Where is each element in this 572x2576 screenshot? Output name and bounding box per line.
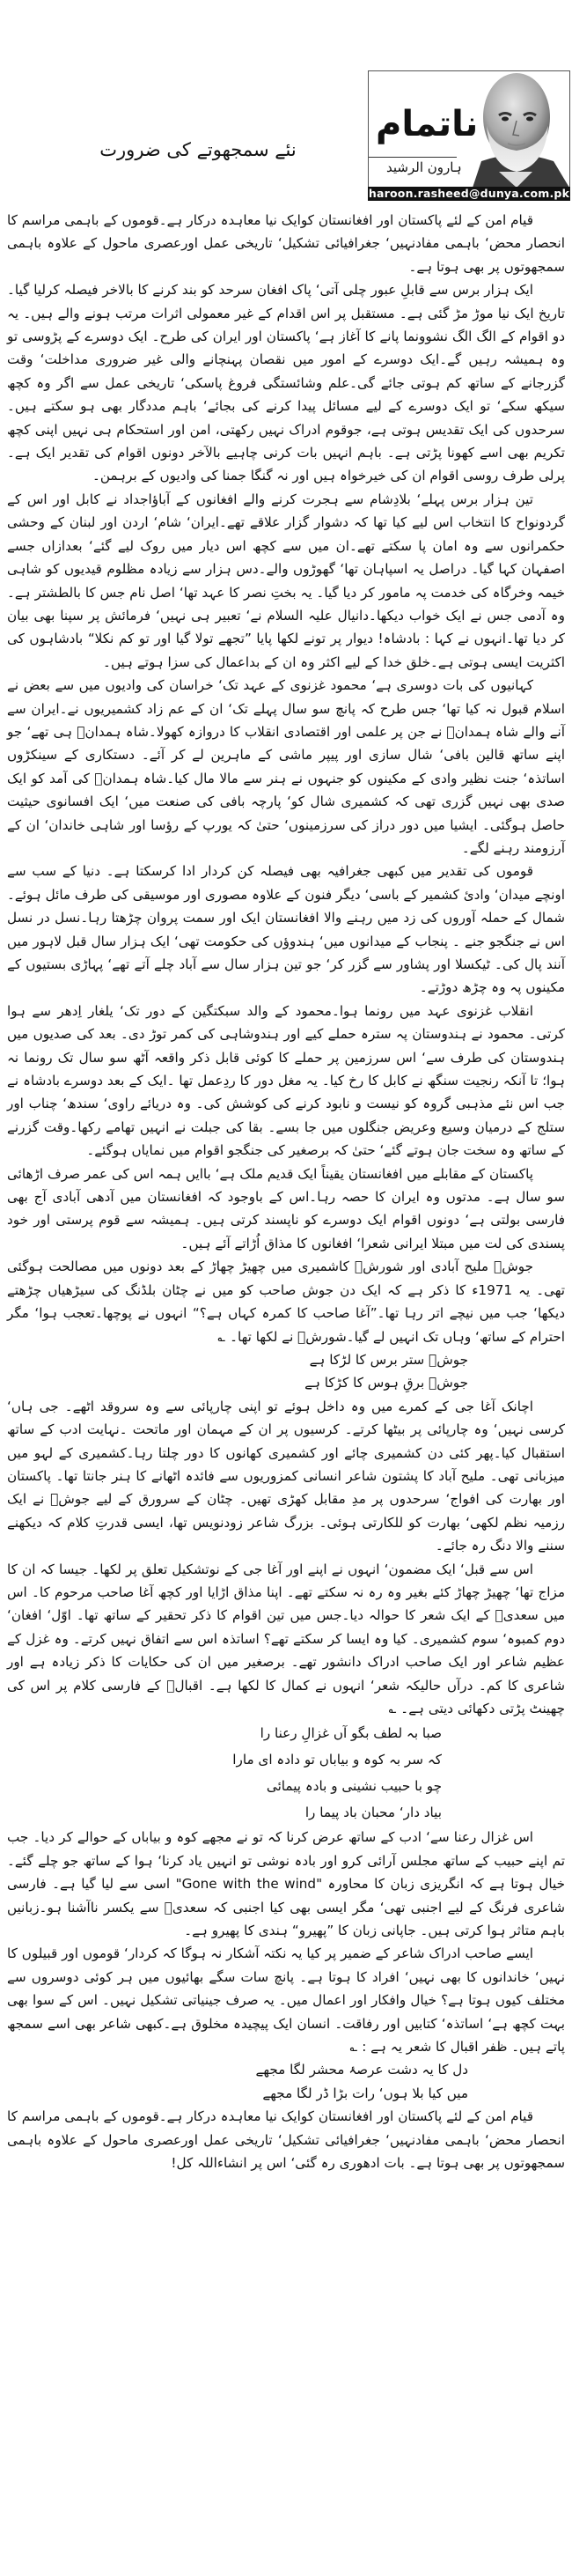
- verse-line: صبا بہ لطف بگو آں غزالِ رعنا را: [260, 1725, 442, 1742]
- divider: [369, 157, 457, 158]
- verse-line: بیاد دار‘ محبان باد پیما را: [304, 1805, 442, 1821]
- author-email[interactable]: haroon.rasheed@dunya.com.pk: [368, 187, 570, 200]
- paragraph: قوموں کی تقدیر میں کبھی جغرافیہ بھی فیصلہ کن کردار ادا کرسکتا ہے۔ دنیا کے سب سے اونچے میدان‘ وادیٔ کشمیر کے باسی‘ دیگر فنون کے علاوہ مصوری اور موسیقی کی طرف مائل ہوئے۔شمال کے حملہ آوروں کی زد میں رہنے والا افغانستان ایک اور سمت پروان چڑھتا رہا۔نسل در نسل اس نے جنگجو جنے ۔ پنجاب کے میدانوں میں‘ ہندوؤں کی حکومت تھی‘ ایک ہزار سال قبل لاہور میں آنند پال کی۔ ٹیکسلا اور پشاور سے گزر کر‘ جو تین ہزار سال سے آباد چلے آتے تھے‘ پہاڑی بستیوں کے مکینوں پہ وہ چڑھ دوڑتے۔: [7, 863, 565, 996]
- paragraph: جوشؔ ملیح آبادی اور شورشؔ کاشمیری میں چھیڑ چھاڑ کے بعد دونوں میں مصالحت ہوگئی تھی۔ یہ 1971ء کا ذکر ہے کہ ایک دن جوش صاحب کو میں نے چٹان بلڈنگ کی سیڑھیاں چڑھتے دیکھا‘ جب میں نیچے اتر رہا تھا۔”آغا صاحب کا کمرہ کہاں ہے؟“ انہوں نے پوچھا۔تعجب ہوا‘ مگر احترام کے ساتھ‘ وہاں تک انہیں لے گیا۔شورشؔ نے لکھا تھا۔ ؎: [7, 1258, 565, 1345]
- paragraph: اس غزال رعنا سے‘ ادب کے ساتھ عرض کرنا کہ تو نے مجھے کوہ و بیاباں کے حوالے کر دیا۔ جب تم اپنے حبیب کے ساتھ مجلس آرائی کرو اور بادہ نوشی تو انہیں یاد کرنا‘ ہوا کے ساتھ جو چلے گئے۔ خیال ہوتا ہے کہ انگریزی زبان کا محاورہ "Gone with the wind" اسی سے لیا گیا ہے۔ فارسی شاعری فرنگ کے لیے اجنبی تھی‘ مگر ایسی بھی کیا اجنبی کہ سعدیؔ سے یکسر ناآشنا ہو۔زبانیں باہم متاثر ہوا کرتی ہیں۔ جاپانی زبان کا ”پھیرو“ ہندی کا پھیرو ہے۔: [7, 1829, 565, 1939]
- closing-paragraph: قیام امن کے لئے پاکستان اور افغانستان کوایک نیا معاہدہ درکار ہے۔قوموں کے باہمی مراسم کا انحصار محض‘ باہمی مفادنہیں‘ جغرافیائی تشکیل‘ تاریخی عمل اورعصری ماحول کے علاوہ باہمی سمجھوتوں پر بھی ہوتا ہے۔ بات ادھوری رہ گئی‘ اس پر انشاءاللہ کل!: [7, 2108, 565, 2172]
- column-logo: ناتمام: [376, 104, 479, 144]
- verse-line: میں کیا بلا ہوں‘ رات بڑا ڈر لگا مجھے: [262, 2085, 468, 2101]
- paragraph: قیام امن کے لئے پاکستان اور افغانستان کوایک نیا معاہدہ درکار ہے۔قوموں کے باہمی مراسم کا انحصار محض‘ باہمی مفادنہیں‘ جغرافیائی تشکیل‘ تاریخی عمل اورعصری ماحول کے علاوہ باہمی سمجھوتوں پر بھی ہوتا ہے۔: [7, 212, 565, 275]
- verse-line: چو با حبیب نشینی و بادہ پیمائی: [266, 1778, 442, 1795]
- verse-line: جوشؔ ستر برس کا لڑکا ہے: [309, 1351, 468, 1368]
- paragraph: انقلاب غزنوی عہد میں رونما ہوا۔محمود کے والد سبکتگین کے دور تک‘ یلغار اِدھر سے ہوا کرتی۔ محمود نے ہندوستان پہ سترہ حملے کیے اور ہندوشاہی کی کمر توڑ دی۔ بعد کی صدیوں میں ہندوستان کی طرف سے‘ اس سرزمین پر حملے کا کوئی قابل ذکر واقعہ آٹھ سو سال تک رونما نہ ہوا؛ تا آنکہ رنجیت سنگھ نے کابل کا رخ کیا۔ یہ مغل دور کا ردِعمل تھا ۔ایک کے بعد دوسرے بادشاہ نے جب اس نئے مذہبی گروہ کو نیست و نابود کرنے کی کوشش کی۔ وہ دریائے راوی‘ سندھ‘ چناب اور ستلج کے درمیان وسیع وعریض جنگلوں میں جا بسے۔ بقا کی جبلت نے انہیں تھامے رکھا۔وقت گزرنے کے ساتھ وہ سخت جان ہوتے گئے‘ حتیٰ کہ برصغیر کی جنگجو اقوام میں نمایاں ہوگئے۔: [7, 1002, 565, 1159]
- paragraph: اس سے قبل‘ ایک مضمون‘ انہوں نے اپنے اور آغا جی کے نوتشکیل تعلق پر لکھا۔ جیسا کہ ان کا مزاج تھا‘ چھیڑ چھاڑ کئے بغیر وہ رہ نہ سکتے تھے۔ اپنا مذاق اڑایا اور کچھ آغا صاحب مرحوم کا۔ اس میں سعدیؔ کے ایک شعر کا حوالہ دیا۔جس میں تین اقوام کا ذکر تحقیر کے ساتھ تھا۔ اوّل‘ افغان‘ دوم کمبوہ‘ سوم کشمیری۔ کیا وہ ایسا کر سکتے تھے؟ اساتذہ اس سے اتفاق نہیں کرتے۔ وہ غزل کے عظیم شاعر اور ایک صاحب ادراک دانشور تھے۔ برصغیر میں ان کی حکایات کا ذکر زیادہ ہے اور شاعری کا کم۔ درآں حالیکہ شعر‘ انہوں نے کمال کا لکھا ہے۔ اقبالؔ کے فارسی کلام پر اس کی چھینٹ پڑتی دکھائی دیتی ہے۔ ؎: [7, 1561, 565, 1716]
- verse-line: دل کا یہ دشت عرصۂ محشر لگا مجھے: [255, 2062, 468, 2078]
- article-body: [7, 209, 565, 2175]
- paragraph: تین ہزار برس پہلے‘ بلادِشام سے ہجرت کرنے والے افغانوں کے آباؤاجداد نے کابل اور اس کے گردونواح کا انتخاب اس لیے کیا تھا کہ دشوار گزار علاقے تھے۔ایران‘ شام‘ اردن اور لبنان کے وحشی حکمرانوں سے وہ امان پا سکتے تھے۔ان میں سے کچھ اس دیار میں روک لیے گئے‘ بعدازاں جسے اصفہان کہا گیا۔ دراصل یہ اسپاہان تھا‘ گھوڑوں والے۔دس ہزار سے زیادہ مظلوم قیدیوں کو شاہی خیمہ وخرگاہ کی خدمت پہ مامور کر دیا گیا۔ یہ بختِ نصر کا عہد تھا‘ اصل نام جس کا بالطشتر ہے۔وہ آدمی جس نے ایک خواب دیکھا۔دانیال علیہ السلام نے‘ تعبیر ہی نہیں‘ فرمائش پر سپنا بھی بیان کر دیا تھا۔انہوں نے کہا : بادشاہ! دیوار پر تونے لکھا پایا ”تجھے تولا گیا اور تو کم نکلا“ بادشاہوں کی اکثریت ایسی ہوتی ہے۔خلق خدا کے لیے اکثر وہ ان کے بداعمال کی سزا ہوتے ہیں۔: [7, 491, 565, 670]
- column-header: [368, 70, 570, 188]
- paragraph: پاکستان کے مقابلے میں افغانستان یقیناً ایک قدیم ملک ہے‘ باایں ہمہ اس کی عمر صرف اڑھائی سو سال ہے۔ مدتوں وہ ایران کا حصہ رہا۔اس کے باوجود کہ افغانستان میں آدھی آبادی آج بھی فارسی بولتی ہے‘ دونوں اقوام ایک دوسرے کو ناپسند کرتی ہیں۔ ہمیشہ سے قوم پرستی اور خود پسندی کی لت میں مبتلا ایرانی شعرا‘ افغانوں کا مذاق اُڑاتے آئے ہیں۔: [7, 1165, 565, 1251]
- paragraph: اچانک آغا جی کے کمرے میں وہ داخل ہوئے تو اپنی چارپائی سے وہ سروقد اٹھے۔ جی ہاں‘ کرسی نہیں‘ وہ چارپائی پر بیٹھا کرتے۔ کرسیوں پر ان کے مہمان اور ماتحت ۔نہایت ادب کے ساتھ استقبال کیا۔پھر کئی دن کشمیری چائے اور کشمیری کھانوں کا دور چلتا رہا۔کشمیری کے لہو میں میزبانی تھی۔ ملیح آباد کا پشتون شاعر انسانی کمزوریوں سے فائدہ اٹھانے کا ہنر جانتا تھا۔ پاکستان اور بھارت کی افواج‘ سرحدوں پر مدِ مقابل کھڑی تھیں۔ چٹان کے سرورق کے لیے جوشؔ نے ایک رزمیہ نظم لکھی‘ بھارت کو للکارتی ہوئی۔ بزرگ شاعر زودنویس تھا، ایسی قدرتِ کلام کہ دیکھنے سننے والا دنگ رہ جائے۔: [7, 1398, 565, 1554]
- verse-line: کہ سر بہ کوہ و بیاباں تو دادہ ای مارا: [232, 1752, 442, 1768]
- author-name: ہارون الرشید: [386, 159, 462, 175]
- author-portrait-icon: [464, 70, 569, 188]
- paragraph: ایک ہزار برس سے قابلِ عبور چلی آتی‘ پاک افغان سرحد کو بند کرنے کا بالاخر فیصلہ کرلیا گیا۔تاریخ ایک نیا موڑ مڑ گئی ہے۔ مستقبل پر اس اقدام کے غیر معمولی اثرات مرتب ہونے والے ہیں۔ یہ دو اقوام کے الگ الگ نشوونما پانے کا آغاز ہے‘ پاکستان اور ایران کی طرح۔ ایک دوسرے کے پڑوسی تو وہ ہمیشہ رہیں گے۔ایک دوسرے کے امور میں نقصان پہنچانے والی غیر ضروری مداخلت‘ وقت گزرجانے کے ساتھ کم ہوتی جائے گی۔علم وشائستگی فروغ پاسکی‘ تاریخی عمل سے اگر وہ کچھ سیکھ سکے‘ تو ایک دوسرے کے لیے مسائل پیدا کرنے کی بجائے‘ باہم مددگار بھی ہو سکتے ہیں۔سرحدوں کی ایک تقدیس ہوتی ہے، جوقوم ادراک نہیں رکھتی، امن اور استحکام ہی نہیں اپنی کچھ تکریم بھی اسے کھونا پڑتی ہے۔ باہم انہیں بات کرنی چاہیے بالآخر دونوں اقوام کی تقدیر ایک ہے۔ پرلی طرف روسی اقوام ان کی خیرخواہ ہیں اور نہ گنگا جمنا کی وادیوں کے برہمن۔: [7, 282, 565, 484]
- verse-line: جوشؔ برقِ ہوس کا کڑکا ہے: [304, 1375, 468, 1391]
- article-title: نئے سمجھوتے کی ضرورت: [99, 139, 297, 160]
- paragraph: ایسے صاحب ادراک شاعر کے ضمیر پر کیا یہ نکتہ آشکار نہ ہوگا کہ کردار‘ قوموں اور قبیلوں کا نہیں‘ خاندانوں کا بھی نہیں‘ افراد کا ہوتا ہے۔ پانچ سات سگے بھائیوں میں ہر کوئی دوسروں سے مختلف کیوں ہوتا ہے؟ خیال وافکار اور اعمال میں۔ یہ صرف جینیاتی تشکیل نہیں۔ اس کے سوا بھی بہت کچھ ہے‘ اساتذہ‘ کتابیں اور رفاقت۔ انسان ایک پیچیدہ مخلوق ہے۔کبھی شاعر بھی اسے سمجھ پاتے ہیں۔ ظفر اقبال کا شعر یہ ہے : ؎: [7, 1945, 565, 2056]
- paragraph: کہانیوں کی بات دوسری ہے‘ محمود غزنوی کے عہد تک‘ خراسان کی وادیوں میں سے بعض نے اسلام قبول نہ کیا تھا‘ جس طرح کہ پانچ سو سال پہلے تک‘ ان کے عم زاد کشمیریوں نے۔ایران سے آنے والے شاہ ہمدانؒ نے جن پر علمی اور اقتصادی انقلاب کا دروازہ کھولا۔شاہ ہمدانؒ ہی تھے‘ جو اپنے ساتھ قالین بافی‘ شال سازی اور پیپر ماشی کے ماہرین لے کر آئے۔ دستکاری کے سینکڑوں اساتذہ‘ جنت نظیر وادی کے مکینوں کو جنہوں نے ہنر سے مالا مال کیا۔شاہ ہمدانؒ کی آمد کو ایک صدی بھی نہیں گزری تھی کہ کشمیری شال کو‘ پارچہ بافی کی صنعت میں‘ ایک افسانوی حیثیت حاصل ہوگئی۔ ایشیا میں دور دراز کی سرزمینوں‘ حتیٰ کہ یورپ کے رؤسا اور شاہی خاندان‘ ان کے آرزومند رہنے لگے۔: [7, 677, 565, 856]
